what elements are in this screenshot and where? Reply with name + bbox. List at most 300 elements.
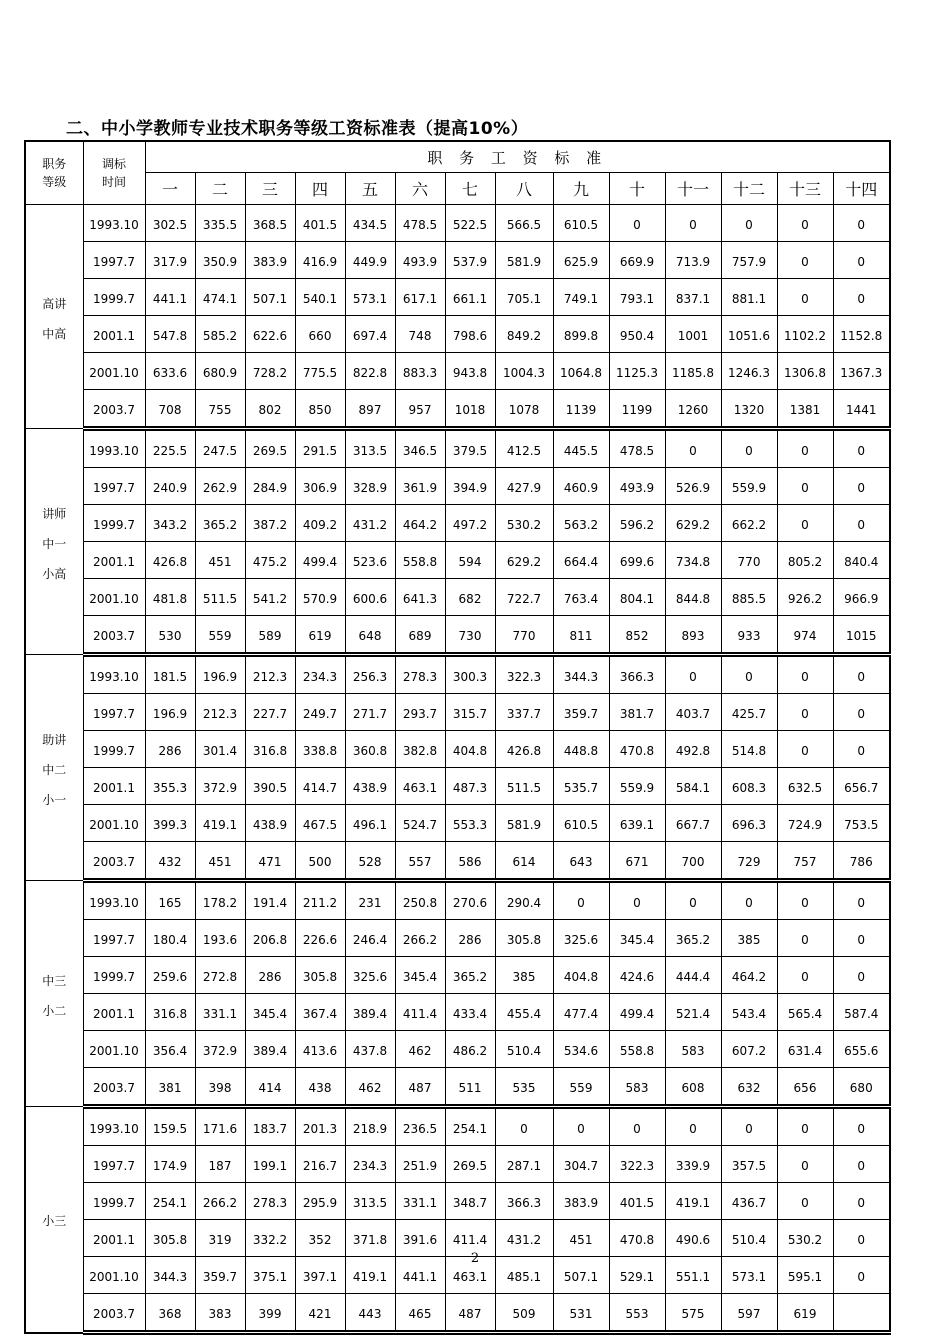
salary-value-cell: 1381 (777, 390, 833, 429)
salary-value-cell: 0 (833, 1146, 890, 1183)
salary-value-cell: 0 (777, 505, 833, 542)
salary-value-cell: 225.5 (145, 429, 195, 468)
salary-value-cell: 305.8 (295, 957, 345, 994)
salary-value-cell: 0 (777, 881, 833, 920)
salary-value-cell: 451 (195, 842, 245, 881)
salary-value-cell: 404.8 (445, 731, 495, 768)
salary-value-cell: 206.8 (245, 920, 295, 957)
salary-value-cell: 444.4 (665, 957, 721, 994)
salary-value-cell: 286 (145, 731, 195, 768)
salary-value-cell: 0 (777, 920, 833, 957)
salary-value-cell: 471 (245, 842, 295, 881)
salary-value-cell: 352 (295, 1220, 345, 1257)
salary-value-cell: 662.2 (721, 505, 777, 542)
salary-value-cell: 521.4 (665, 994, 721, 1031)
salary-value-cell: 391.6 (395, 1220, 445, 1257)
salary-value-cell: 669.9 (609, 242, 665, 279)
time-cell: 2001.10 (83, 579, 145, 616)
salary-value-cell: 697.4 (345, 316, 395, 353)
salary-value-cell: 455.4 (495, 994, 553, 1031)
time-cell: 1999.7 (83, 279, 145, 316)
time-cell: 1999.7 (83, 1183, 145, 1220)
level-column-header: 十 (609, 173, 665, 205)
salary-value-cell: 360.8 (345, 731, 395, 768)
salary-value-cell: 322.3 (495, 655, 553, 694)
salary-value-cell: 0 (665, 205, 721, 242)
salary-value-cell: 0 (777, 655, 833, 694)
time-cell: 2001.1 (83, 542, 145, 579)
table-row (25, 429, 890, 468)
salary-value-cell: 196.9 (195, 655, 245, 694)
salary-value-cell: 511.5 (195, 579, 245, 616)
salary-value-cell: 1064.8 (553, 353, 609, 390)
salary-value-cell: 389.4 (245, 1031, 295, 1068)
salary-value-cell: 463.1 (445, 1257, 495, 1294)
salary-value-cell: 563.2 (553, 505, 609, 542)
salary-value-cell: 0 (609, 205, 665, 242)
grade-label: 助讲 中二 小一 (42, 732, 67, 807)
salary-value-cell: 537.9 (445, 242, 495, 279)
salary-value-cell: 345.4 (609, 920, 665, 957)
salary-value-cell: 436.7 (721, 1183, 777, 1220)
salary-value-cell: 372.9 (195, 768, 245, 805)
salary-value-cell: 0 (553, 881, 609, 920)
salary-value-cell: 462 (395, 1031, 445, 1068)
salary-value-cell: 1367.3 (833, 353, 890, 390)
salary-value-cell: 541.2 (245, 579, 295, 616)
salary-value-cell: 302.5 (145, 205, 195, 242)
time-cell: 2003.7 (83, 390, 145, 429)
salary-value-cell: 249.7 (295, 694, 345, 731)
salary-value-cell: 0 (777, 1107, 833, 1146)
salary-value-cell: 899.8 (553, 316, 609, 353)
salary-value-cell: 345.4 (395, 957, 445, 994)
time-cell: 2001.10 (83, 1031, 145, 1068)
salary-value-cell: 397.1 (295, 1257, 345, 1294)
salary-value-cell: 346.5 (395, 429, 445, 468)
salary-value-cell: 0 (777, 279, 833, 316)
salary-value-cell: 600.6 (345, 579, 395, 616)
table-row (25, 731, 890, 768)
salary-value-cell: 212.3 (245, 655, 295, 694)
salary-standard-table (24, 140, 891, 1335)
salary-value-cell: 437.8 (345, 1031, 395, 1068)
salary-value-cell: 381.7 (609, 694, 665, 731)
salary-value-cell: 426.8 (145, 542, 195, 579)
salary-value-cell: 507.1 (245, 279, 295, 316)
salary-value-cell: 331.1 (395, 1183, 445, 1220)
salary-value-cell: 171.6 (195, 1107, 245, 1146)
salary-value-cell: 655.6 (833, 1031, 890, 1068)
salary-value-cell: 357.5 (721, 1146, 777, 1183)
salary-value-cell: 617.1 (395, 279, 445, 316)
salary-value-cell: 301.4 (195, 731, 245, 768)
salary-value-cell: 385 (721, 920, 777, 957)
salary-value-cell: 399 (245, 1294, 295, 1333)
salary-value-cell: 413.6 (295, 1031, 345, 1068)
time-cell: 1997.7 (83, 468, 145, 505)
salary-value-cell: 966.9 (833, 579, 890, 616)
salary-value-cell: 227.7 (245, 694, 295, 731)
salary-value-cell: 286 (245, 957, 295, 994)
salary-value-cell: 372.9 (195, 1031, 245, 1068)
salary-value-cell: 573.1 (721, 1257, 777, 1294)
salary-value-cell: 0 (609, 1107, 665, 1146)
salary-value-cell: 313.5 (345, 429, 395, 468)
salary-value-cell: 231 (345, 881, 395, 920)
salary-value-cell: 278.3 (245, 1183, 295, 1220)
salary-value-cell: 313.5 (345, 1183, 395, 1220)
salary-value-cell: 187 (195, 1146, 245, 1183)
salary-value-cell: 1078 (495, 390, 553, 429)
salary-value-cell: 596.2 (609, 505, 665, 542)
time-cell: 1993.10 (83, 881, 145, 920)
salary-value-cell: 355.3 (145, 768, 195, 805)
salary-value-cell: 295.9 (295, 1183, 345, 1220)
time-cell: 1997.7 (83, 242, 145, 279)
salary-value-cell: 332.2 (245, 1220, 295, 1257)
salary-value-cell: 798.6 (445, 316, 495, 353)
salary-value-cell: 581.9 (495, 242, 553, 279)
salary-value-cell: 573.1 (345, 279, 395, 316)
time-cell: 2001.10 (83, 805, 145, 842)
table-row (25, 468, 890, 505)
salary-value-cell: 293.7 (395, 694, 445, 731)
grade-cell (25, 1107, 83, 1333)
salary-value-cell: 226.6 (295, 920, 345, 957)
salary-value-cell: 383.9 (553, 1183, 609, 1220)
salary-value-cell: 926.2 (777, 579, 833, 616)
grade-column-header (25, 141, 83, 205)
salary-value-cell: 1018 (445, 390, 495, 429)
time-cell: 1999.7 (83, 505, 145, 542)
salary-value-cell: 0 (833, 1220, 890, 1257)
salary-value-cell: 365.2 (665, 920, 721, 957)
salary-value-cell: 193.6 (195, 920, 245, 957)
salary-value-cell: 463.1 (395, 768, 445, 805)
salary-value-cell: 849.2 (495, 316, 553, 353)
salary-value-cell: 680 (833, 1068, 890, 1107)
salary-value-cell: 763.4 (553, 579, 609, 616)
salary-value-cell: 499.4 (295, 542, 345, 579)
salary-value-cell: 558.8 (395, 542, 445, 579)
salary-value-cell: 713.9 (665, 242, 721, 279)
salary-value-cell: 524.7 (395, 805, 445, 842)
salary-value-cell: 470.8 (609, 1220, 665, 1257)
salary-value-cell: 201.3 (295, 1107, 345, 1146)
salary-value-cell: 272.8 (195, 957, 245, 994)
table-row (25, 1294, 890, 1333)
salary-value-cell: 689 (395, 616, 445, 655)
salary-value-cell: 426.8 (495, 731, 553, 768)
salary-value-cell: 507.1 (553, 1257, 609, 1294)
salary-value-cell: 401.5 (295, 205, 345, 242)
salary-value-cell: 383 (195, 1294, 245, 1333)
salary-value-cell: 722.7 (495, 579, 553, 616)
level-column-header: 四 (295, 173, 345, 205)
salary-value-cell: 535 (495, 1068, 553, 1107)
salary-value-cell: 608.3 (721, 768, 777, 805)
time-header-label: 调标 时间 (101, 157, 126, 189)
salary-value-cell: 610.5 (553, 205, 609, 242)
time-cell: 1993.10 (83, 1107, 145, 1146)
salary-value-cell: 451 (553, 1220, 609, 1257)
salary-value-cell: 530 (145, 616, 195, 655)
salary-value-cell: 404.8 (553, 957, 609, 994)
grade-label: 小三 (42, 1214, 67, 1229)
page-title: 二、中小学教师专业技术职务等级工资标准表（提高10%） (66, 119, 529, 139)
salary-value-cell: 481.8 (145, 579, 195, 616)
salary-value-cell: 793.1 (609, 279, 665, 316)
salary-value-cell: 566.5 (495, 205, 553, 242)
salary-value-cell: 514.8 (721, 731, 777, 768)
salary-value-cell: 632 (721, 1068, 777, 1107)
salary-value-cell: 441.1 (395, 1257, 445, 1294)
salary-value-cell: 734.8 (665, 542, 721, 579)
salary-value-cell: 534.6 (553, 1031, 609, 1068)
time-cell: 2001.1 (83, 768, 145, 805)
salary-value-cell: 0 (777, 468, 833, 505)
salary-value-cell: 883.3 (395, 353, 445, 390)
table-row (25, 1107, 890, 1146)
salary-value-cell: 559 (195, 616, 245, 655)
salary-value-cell: 559 (553, 1068, 609, 1107)
table-row (25, 353, 890, 390)
salary-value-cell: 343.2 (145, 505, 195, 542)
salary-value-cell: 804.1 (609, 579, 665, 616)
salary-value-cell: 431.2 (495, 1220, 553, 1257)
salary-value-cell: 486.2 (445, 1031, 495, 1068)
salary-value-cell: 511 (445, 1068, 495, 1107)
salary-value-cell: 441.1 (145, 279, 195, 316)
salary-value-cell: 850 (295, 390, 345, 429)
table-row (25, 542, 890, 579)
salary-value-cell: 270.6 (445, 881, 495, 920)
salary-value-cell: 575 (665, 1294, 721, 1333)
salary-value-cell (833, 1294, 890, 1333)
salary-value-cell: 639.1 (609, 805, 665, 842)
salary-value-cell: 335.5 (195, 205, 245, 242)
salary-value-cell: 559.9 (609, 768, 665, 805)
salary-value-cell: 897 (345, 390, 395, 429)
salary-value-cell: 822.8 (345, 353, 395, 390)
time-cell: 2003.7 (83, 842, 145, 881)
time-cell: 2003.7 (83, 1294, 145, 1333)
salary-value-cell: 269.5 (445, 1146, 495, 1183)
salary-value-cell: 586 (445, 842, 495, 881)
salary-value-cell: 589 (245, 616, 295, 655)
table-row (25, 694, 890, 731)
salary-value-cell: 1125.3 (609, 353, 665, 390)
salary-value-cell: 0 (833, 1183, 890, 1220)
level-column-header: 十一 (665, 173, 721, 205)
salary-value-cell: 1015 (833, 616, 890, 655)
salary-value-cell: 844.8 (665, 579, 721, 616)
salary-value-cell: 664.4 (553, 542, 609, 579)
salary-value-cell: 629.2 (495, 542, 553, 579)
salary-value-cell: 667.7 (665, 805, 721, 842)
salary-value-cell: 0 (777, 242, 833, 279)
salary-value-cell: 159.5 (145, 1107, 195, 1146)
salary-value-cell: 319 (195, 1220, 245, 1257)
time-cell: 2001.1 (83, 316, 145, 353)
time-cell: 2003.7 (83, 1068, 145, 1107)
salary-value-cell: 445.5 (553, 429, 609, 468)
salary-value-cell: 467.5 (295, 805, 345, 842)
salary-value-cell: 236.5 (395, 1107, 445, 1146)
salary-value-cell: 414.7 (295, 768, 345, 805)
salary-value-cell: 510.4 (495, 1031, 553, 1068)
level-column-header: 十四 (833, 173, 890, 205)
salary-value-cell: 0 (833, 694, 890, 731)
salary-value-cell: 840.4 (833, 542, 890, 579)
level-header-row (25, 173, 890, 205)
grade-label: 高讲 中高 (42, 296, 67, 341)
grade-cell (25, 429, 83, 655)
salary-value-cell: 1139 (553, 390, 609, 429)
salary-value-cell: 0 (721, 205, 777, 242)
salary-value-cell: 379.5 (445, 429, 495, 468)
salary-value-cell: 433.4 (445, 994, 495, 1031)
salary-value-cell: 475.2 (245, 542, 295, 579)
salary-value-cell: 553.3 (445, 805, 495, 842)
salary-value-cell: 584.1 (665, 768, 721, 805)
time-cell: 1993.10 (83, 655, 145, 694)
time-cell: 1999.7 (83, 957, 145, 994)
salary-value-cell: 570.9 (295, 579, 345, 616)
salary-value-cell: 786 (833, 842, 890, 881)
salary-value-cell: 305.8 (495, 920, 553, 957)
salary-value-cell: 837.1 (665, 279, 721, 316)
salary-value-cell: 375.1 (245, 1257, 295, 1294)
table-row (25, 205, 890, 242)
salary-value-cell: 0 (833, 655, 890, 694)
salary-value-cell: 291.5 (295, 429, 345, 468)
salary-value-cell: 350.9 (195, 242, 245, 279)
salary-value-cell: 0 (833, 957, 890, 994)
time-cell: 2001.10 (83, 1257, 145, 1294)
salary-value-cell: 325.6 (553, 920, 609, 957)
salary-value-cell: 316.8 (145, 994, 195, 1031)
salary-value-cell: 254.1 (145, 1183, 195, 1220)
salary-value-cell: 421 (295, 1294, 345, 1333)
salary-value-cell: 411.4 (395, 994, 445, 1031)
salary-value-cell: 381 (145, 1068, 195, 1107)
salary-value-cell: 290.4 (495, 881, 553, 920)
salary-value-cell: 487.3 (445, 768, 495, 805)
salary-value-cell: 443 (345, 1294, 395, 1333)
salary-value-cell: 730 (445, 616, 495, 655)
salary-value-cell: 0 (665, 655, 721, 694)
salary-value-cell: 523.6 (345, 542, 395, 579)
salary-value-cell: 885.5 (721, 579, 777, 616)
salary-value-cell: 559.9 (721, 468, 777, 505)
table-row (25, 1031, 890, 1068)
table-row (25, 242, 890, 279)
salary-value-cell: 0 (777, 1146, 833, 1183)
salary-value-cell: 0 (665, 1107, 721, 1146)
salary-value-cell: 500 (295, 842, 345, 881)
salary-value-cell: 696.3 (721, 805, 777, 842)
salary-value-cell: 304.7 (553, 1146, 609, 1183)
salary-value-cell: 419.1 (665, 1183, 721, 1220)
salary-value-cell: 700 (665, 842, 721, 881)
salary-value-cell: 625.9 (553, 242, 609, 279)
salary-value-cell: 218.9 (345, 1107, 395, 1146)
salary-value-cell: 619 (777, 1294, 833, 1333)
salary-value-cell: 419.1 (195, 805, 245, 842)
salary-value-cell: 181.5 (145, 655, 195, 694)
salary-value-cell: 416.9 (295, 242, 345, 279)
salary-value-cell: 246.4 (345, 920, 395, 957)
salary-value-cell: 1051.6 (721, 316, 777, 353)
salary-value-cell: 216.7 (295, 1146, 345, 1183)
salary-value-cell: 234.3 (345, 1146, 395, 1183)
salary-value-cell: 365.2 (195, 505, 245, 542)
salary-value-cell: 317.9 (145, 242, 195, 279)
salary-value-cell: 0 (777, 429, 833, 468)
salary-value-cell: 247.5 (195, 429, 245, 468)
time-cell: 2003.7 (83, 616, 145, 655)
salary-value-cell: 643 (553, 842, 609, 881)
salary-value-cell: 366.3 (495, 1183, 553, 1220)
salary-value-cell: 619 (295, 616, 345, 655)
salary-value-cell: 438.9 (345, 768, 395, 805)
time-cell: 2001.1 (83, 1220, 145, 1257)
time-cell: 1997.7 (83, 1146, 145, 1183)
level-column-header: 六 (395, 173, 445, 205)
salary-value-cell: 322.3 (609, 1146, 665, 1183)
salary-value-cell: 359.7 (553, 694, 609, 731)
salary-value-cell: 1001 (665, 316, 721, 353)
salary-value-cell: 893 (665, 616, 721, 655)
time-cell: 2001.1 (83, 994, 145, 1031)
salary-value-cell: 316.8 (245, 731, 295, 768)
salary-value-cell: 365.2 (445, 957, 495, 994)
time-cell: 2001.10 (83, 353, 145, 390)
salary-value-cell: 493.9 (609, 468, 665, 505)
salary-value-cell: 629.2 (665, 505, 721, 542)
salary-value-cell: 0 (777, 205, 833, 242)
level-column-header: 二 (195, 173, 245, 205)
salary-value-cell: 180.4 (145, 920, 195, 957)
salary-value-cell: 510.4 (721, 1220, 777, 1257)
time-cell: 1999.7 (83, 731, 145, 768)
time-cell: 1993.10 (83, 205, 145, 242)
salary-value-cell: 587.4 (833, 994, 890, 1031)
salary-value-cell: 1306.8 (777, 353, 833, 390)
salary-value-cell: 522.5 (445, 205, 495, 242)
salary-value-cell: 957 (395, 390, 445, 429)
salary-value-cell: 0 (777, 1183, 833, 1220)
salary-value-cell: 724.9 (777, 805, 833, 842)
salary-value-cell: 0 (609, 881, 665, 920)
salary-value-cell: 0 (777, 731, 833, 768)
salary-value-cell: 398 (195, 1068, 245, 1107)
salary-value-cell: 344.3 (145, 1257, 195, 1294)
salary-value-cell: 251.9 (395, 1146, 445, 1183)
salary-value-cell: 256.3 (345, 655, 395, 694)
salary-value-cell: 581.9 (495, 805, 553, 842)
salary-value-cell: 286 (445, 920, 495, 957)
salary-value-cell: 755 (195, 390, 245, 429)
salary-value-cell: 1441 (833, 390, 890, 429)
salary-value-cell: 174.9 (145, 1146, 195, 1183)
time-cell: 1997.7 (83, 694, 145, 731)
salary-value-cell: 1185.8 (665, 353, 721, 390)
salary-value-cell: 191.4 (245, 881, 295, 920)
salary-value-cell: 315.7 (445, 694, 495, 731)
